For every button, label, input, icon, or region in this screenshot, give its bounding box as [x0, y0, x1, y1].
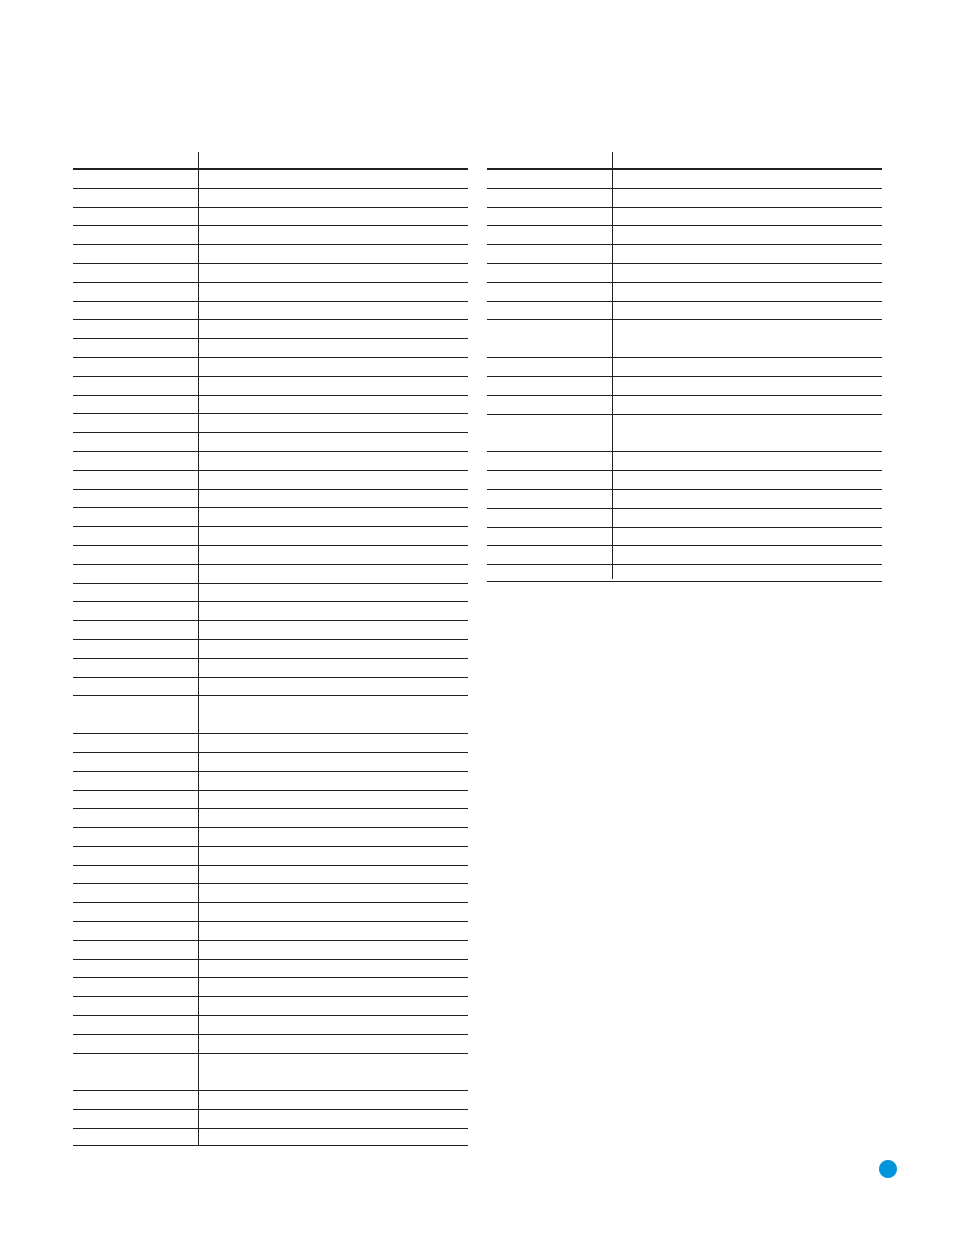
table-row	[73, 283, 468, 302]
code-cell	[487, 396, 613, 414]
code-cell	[73, 490, 199, 508]
code-cell	[73, 791, 199, 809]
code-cell	[73, 358, 199, 376]
code-cell	[487, 546, 613, 564]
table-row	[73, 546, 468, 565]
table-row	[73, 527, 468, 546]
code-cell	[73, 283, 199, 301]
description-cell	[199, 170, 468, 188]
code-cell	[73, 696, 199, 733]
code-cell	[73, 264, 199, 282]
description-cell	[199, 1091, 468, 1109]
code-cell	[73, 414, 199, 432]
description-cell	[199, 508, 468, 526]
code-cell	[73, 809, 199, 827]
description-cell	[199, 565, 468, 583]
description-cell	[199, 546, 468, 564]
table-row	[73, 734, 468, 753]
table-row	[487, 415, 882, 453]
description-cell	[199, 245, 468, 263]
description-cell	[199, 527, 468, 545]
table-row	[73, 997, 468, 1016]
table-row	[73, 884, 468, 903]
description-cell	[613, 189, 882, 207]
table-row	[487, 490, 882, 509]
code-cell	[73, 208, 199, 226]
description-cell	[613, 245, 882, 263]
table-row	[487, 452, 882, 471]
table-row	[487, 245, 882, 264]
description-cell	[613, 546, 882, 564]
table-row	[73, 791, 468, 810]
page-marker-dot	[879, 1160, 897, 1178]
description-cell	[199, 828, 468, 846]
code-cell	[487, 302, 613, 320]
description-cell	[613, 528, 882, 546]
description-cell	[199, 602, 468, 620]
table-bottom-rule	[73, 1145, 468, 1146]
code-cell	[487, 245, 613, 263]
code-cell	[487, 565, 613, 579]
description-cell	[199, 584, 468, 602]
description-cell	[199, 809, 468, 827]
description-cell	[613, 509, 882, 527]
table-row	[73, 226, 468, 245]
table-row	[487, 302, 882, 321]
table-row	[73, 452, 468, 471]
code-cell	[487, 283, 613, 301]
table-row	[487, 208, 882, 227]
table-row	[73, 678, 468, 697]
table-row	[73, 866, 468, 885]
table-row	[73, 508, 468, 527]
description-cell	[199, 1110, 468, 1128]
description-cell	[613, 452, 882, 470]
table-row	[487, 546, 882, 565]
code-cell	[487, 528, 613, 546]
description-cell	[199, 1054, 468, 1091]
code-cell	[73, 866, 199, 884]
description-cell	[199, 433, 468, 451]
code-cell	[73, 1054, 199, 1091]
description-cell	[199, 866, 468, 884]
description-cell	[199, 490, 468, 508]
table-row	[487, 377, 882, 396]
code-cell	[73, 189, 199, 207]
code-cell	[73, 433, 199, 451]
table-row	[73, 941, 468, 960]
description-cell	[199, 283, 468, 301]
description-cell	[199, 189, 468, 207]
code-cell	[73, 452, 199, 470]
description-cell	[199, 302, 468, 320]
table-row	[73, 264, 468, 283]
description-cell	[199, 226, 468, 244]
left-code-table	[73, 152, 468, 1145]
code-cell	[73, 1110, 199, 1128]
right-code-table	[487, 152, 882, 579]
description-cell	[199, 320, 468, 338]
table-row	[73, 320, 468, 339]
table-row	[73, 772, 468, 791]
code-cell	[73, 753, 199, 771]
description-cell	[199, 978, 468, 996]
description-cell	[199, 696, 468, 733]
description-cell	[199, 377, 468, 395]
table-row	[73, 847, 468, 866]
code-cell	[487, 226, 613, 244]
description-cell	[199, 358, 468, 376]
table-row	[73, 922, 468, 941]
code-cell	[487, 358, 613, 376]
table-row	[73, 208, 468, 227]
code-cell	[487, 264, 613, 282]
description-cell	[613, 490, 882, 508]
code-cell	[73, 302, 199, 320]
description-cell	[199, 1129, 468, 1145]
header-cell	[199, 152, 468, 168]
code-cell	[73, 922, 199, 940]
code-cell	[73, 734, 199, 752]
code-cell	[73, 396, 199, 414]
code-cell	[487, 189, 613, 207]
table-row	[73, 565, 468, 584]
table-row	[73, 396, 468, 415]
description-cell	[613, 302, 882, 320]
code-cell	[487, 320, 613, 357]
table-row	[73, 1091, 468, 1110]
description-cell	[613, 396, 882, 414]
description-cell	[199, 847, 468, 865]
description-cell	[199, 339, 468, 357]
code-cell	[73, 903, 199, 921]
table-row	[487, 565, 882, 579]
table-row	[73, 828, 468, 847]
table-row	[73, 696, 468, 734]
code-cell	[73, 772, 199, 790]
code-cell	[73, 565, 199, 583]
table-row	[73, 245, 468, 264]
description-cell	[199, 264, 468, 282]
code-cell	[73, 245, 199, 263]
description-cell	[199, 960, 468, 978]
code-cell	[73, 339, 199, 357]
code-cell	[73, 1035, 199, 1053]
header-cell	[73, 152, 199, 168]
table-row	[73, 339, 468, 358]
description-cell	[199, 884, 468, 902]
code-cell	[487, 170, 613, 188]
code-cell	[487, 415, 613, 452]
table-row	[487, 226, 882, 245]
table-header	[73, 152, 468, 170]
description-cell	[613, 264, 882, 282]
description-cell	[199, 772, 468, 790]
description-cell	[199, 1035, 468, 1053]
code-cell	[73, 960, 199, 978]
table-row	[73, 1016, 468, 1035]
table-row	[487, 189, 882, 208]
table-row	[487, 264, 882, 283]
table-row	[487, 396, 882, 415]
table-row	[73, 471, 468, 490]
code-cell	[73, 941, 199, 959]
code-cell	[73, 978, 199, 996]
code-cell	[487, 471, 613, 489]
code-cell	[73, 1016, 199, 1034]
header-cell	[487, 152, 613, 168]
table-row	[73, 1035, 468, 1054]
table-row	[73, 903, 468, 922]
description-cell	[613, 170, 882, 188]
description-cell	[613, 377, 882, 395]
description-cell	[199, 208, 468, 226]
table-row	[73, 960, 468, 979]
table-row	[73, 584, 468, 603]
table-row	[73, 433, 468, 452]
description-cell	[613, 358, 882, 376]
description-cell	[199, 922, 468, 940]
description-cell	[199, 452, 468, 470]
table-row	[73, 377, 468, 396]
code-cell	[487, 208, 613, 226]
description-cell	[199, 941, 468, 959]
description-cell	[613, 415, 882, 452]
code-cell	[73, 320, 199, 338]
table-header	[487, 152, 882, 170]
description-cell	[613, 283, 882, 301]
code-cell	[73, 847, 199, 865]
description-cell	[199, 791, 468, 809]
code-cell	[73, 1129, 199, 1145]
code-cell	[73, 678, 199, 696]
code-cell	[73, 997, 199, 1015]
table-row	[73, 302, 468, 321]
table-row	[73, 1110, 468, 1129]
code-cell	[73, 1091, 199, 1109]
table-row	[73, 659, 468, 678]
table-bottom-rule	[487, 581, 882, 582]
table-row	[73, 1129, 468, 1145]
description-cell	[613, 226, 882, 244]
description-cell	[199, 734, 468, 752]
code-cell	[73, 527, 199, 545]
description-cell	[199, 640, 468, 658]
table-row	[73, 602, 468, 621]
table-row	[487, 471, 882, 490]
table-row	[73, 170, 468, 189]
code-cell	[487, 377, 613, 395]
code-cell	[73, 471, 199, 489]
table-row	[73, 490, 468, 509]
table-row	[73, 809, 468, 828]
description-cell	[199, 1016, 468, 1034]
code-cell	[73, 170, 199, 188]
description-cell	[613, 565, 882, 579]
code-cell	[73, 640, 199, 658]
table-row	[487, 509, 882, 528]
table-row	[487, 170, 882, 189]
code-cell	[73, 828, 199, 846]
code-cell	[73, 621, 199, 639]
table-row	[487, 283, 882, 302]
table-row	[487, 528, 882, 547]
description-cell	[199, 621, 468, 639]
code-cell	[73, 884, 199, 902]
table-row	[73, 753, 468, 772]
description-cell	[199, 396, 468, 414]
description-cell	[199, 471, 468, 489]
table-row	[487, 320, 882, 358]
description-cell	[199, 903, 468, 921]
table-row	[73, 640, 468, 659]
code-cell	[73, 602, 199, 620]
description-cell	[199, 659, 468, 677]
description-cell	[613, 208, 882, 226]
description-cell	[613, 320, 882, 357]
code-cell	[73, 659, 199, 677]
code-cell	[73, 226, 199, 244]
description-cell	[199, 414, 468, 432]
code-cell	[487, 452, 613, 470]
table-row	[73, 1054, 468, 1092]
header-cell	[613, 152, 882, 168]
description-cell	[199, 997, 468, 1015]
code-cell	[73, 377, 199, 395]
description-cell	[199, 678, 468, 696]
code-cell	[487, 509, 613, 527]
table-row	[73, 621, 468, 640]
code-cell	[73, 508, 199, 526]
code-cell	[73, 584, 199, 602]
table-row	[73, 414, 468, 433]
code-cell	[487, 490, 613, 508]
description-cell	[613, 471, 882, 489]
table-row	[73, 358, 468, 377]
code-cell	[73, 546, 199, 564]
table-row	[487, 358, 882, 377]
description-cell	[199, 753, 468, 771]
table-row	[73, 189, 468, 208]
table-row	[73, 978, 468, 997]
